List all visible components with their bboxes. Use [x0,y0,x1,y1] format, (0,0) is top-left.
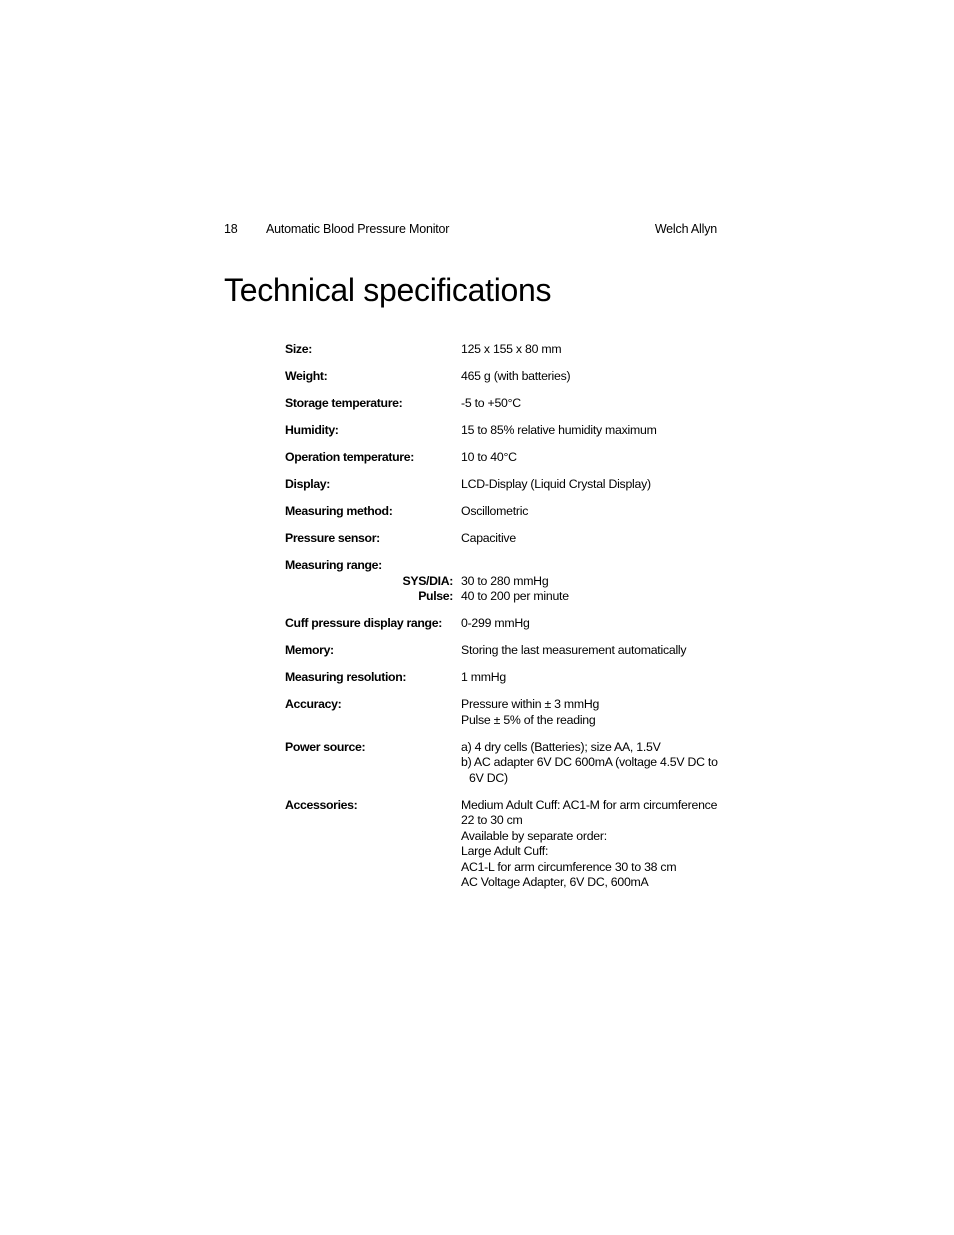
spec-value: Pulse ± 5% of the reading [461,712,596,727]
spec-label: Memory: [285,643,334,657]
spec-row-humidity [285,423,735,439]
spec-list [285,342,735,902]
spec-row-pressure-sensor [285,531,735,547]
spec-row-cuff-pressure-display-range [285,616,735,632]
spec-label: Humidity: [285,423,339,437]
spec-row-power-source [285,740,735,787]
running-header-title: Automatic Blood Pressure Monitor [266,222,450,236]
spec-value: 465 g (with batteries) [461,369,571,383]
spec-row-measuring-resolution [285,670,735,686]
spec-value: Oscillometric [461,504,529,518]
spec-value: AC1-L for arm circumference 30 to 38 cm [461,859,677,874]
spec-label: Size: [285,342,312,356]
spec-value: a) 4 dry cells (Batteries); size AA, 1.5V [461,739,661,754]
spec-label: Cuff pressure display range: [285,616,442,630]
spec-value: Medium Adult Cuff: AC1-M for arm circumference 22 to 30 cm [461,797,718,827]
spec-value: 10 to 40°C [461,450,517,464]
spec-label: Storage temperature: [285,396,403,410]
spec-value: Available by separate order: [461,828,607,843]
spec-value: Pressure within ± 3 mmHg [461,697,600,711]
spec-value: 1 mmHg [461,670,506,684]
spec-value-sys-dia: 30 to 280 mmHg [461,573,549,588]
page-number: 18 [224,222,238,236]
spec-value: -5 to +50°C [461,396,521,410]
spec-label: Power source: [285,739,366,754]
spec-value: 15 to 85% relative humidity maximum [461,423,657,437]
spec-row-size [285,342,735,358]
running-header-brand: Welch Allyn [654,222,717,236]
spec-row-storage-temperature [285,396,735,412]
page-title: Technical specifications [224,272,552,308]
spec-value: b) AC adapter 6V DC 600mA (voltage 4.5V DC to 6V DC) [461,755,718,785]
spec-row-measuring-range [285,558,735,605]
spec-sublabel-pulse: Pulse: [418,589,453,603]
spec-label: Display: [285,477,331,491]
spec-value-pulse: 40 to 200 per minute [461,589,569,603]
spec-value: Storing the last measurement automatically [461,643,687,657]
spec-label: Operation temperature: [285,450,414,464]
spec-value: Capacitive [461,531,516,545]
spec-value: LCD-Display (Liquid Crystal Display) [461,477,651,491]
spec-label: Measuring method: [285,504,393,518]
spec-value: 125 x 155 x 80 mm [461,342,562,356]
spec-label: Accuracy: [285,697,342,711]
spec-row-memory [285,643,735,659]
spec-value: 0-299 mmHg [461,616,530,630]
spec-value: AC Voltage Adapter, 6V DC, 600mA [461,875,649,889]
spec-label: Pressure sensor: [285,531,380,545]
spec-row-display [285,477,735,493]
spec-row-weight [285,369,735,385]
spec-row-accessories [285,798,735,891]
spec-row-accuracy [285,697,735,728]
spec-label: Weight: [285,369,328,383]
spec-row-measuring-method [285,504,735,520]
spec-label: Measuring range: [285,558,382,572]
spec-label: Measuring resolution: [285,670,407,684]
spec-value: Large Adult Cuff: [461,844,549,858]
spec-row-operation-temperature [285,450,735,466]
spec-sublabel-sys-dia: SYS/DIA: [402,573,453,588]
spec-label: Accessories: [285,797,358,812]
